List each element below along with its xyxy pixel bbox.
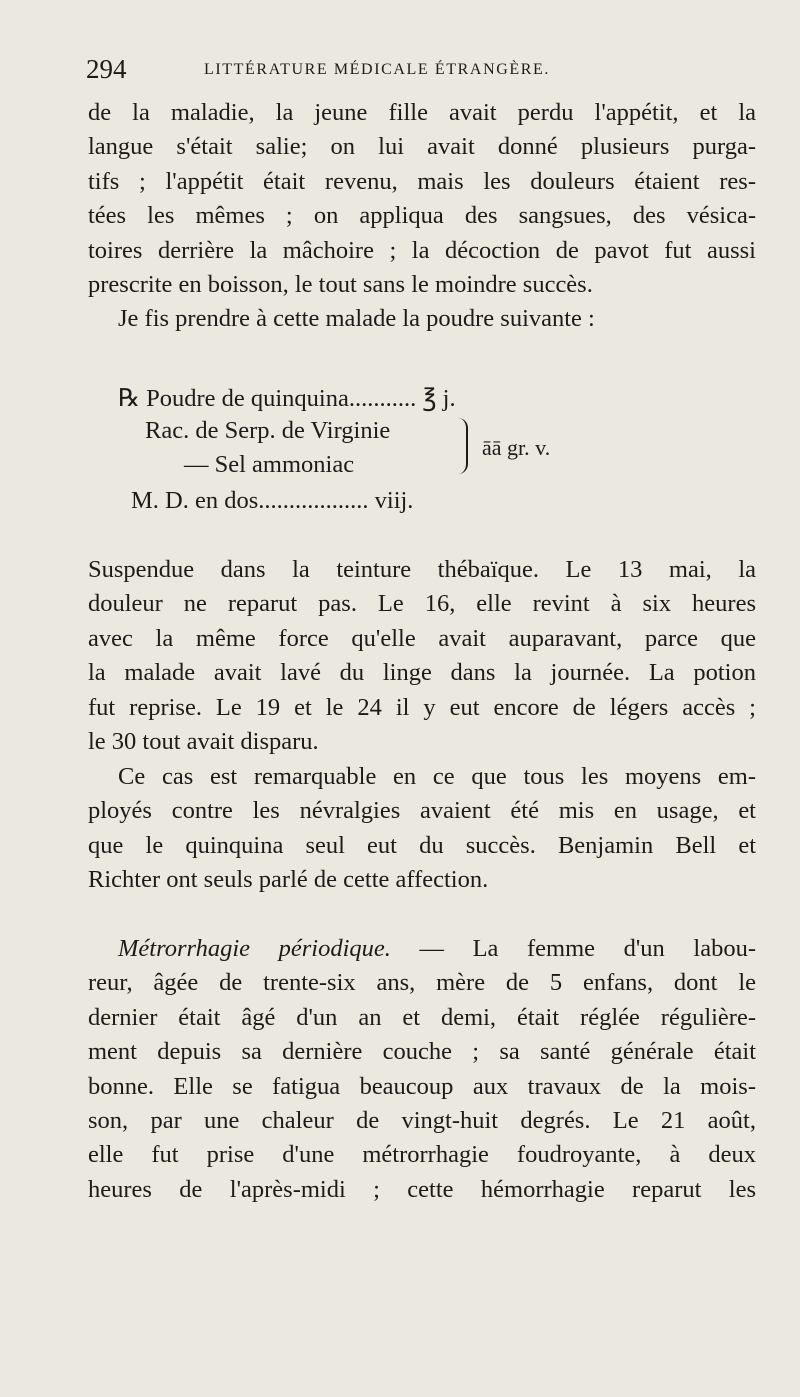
prescription-line: ℞ Poudre de quinquina........... ℥ j.	[118, 385, 456, 412]
text-line: prescrite en boisson, le tout sans le moindre succès.	[88, 270, 593, 298]
text-line: que le quinquina seul eut du succès. Benjamin Bell et	[88, 831, 756, 859]
paragraph-2	[88, 553, 756, 759]
text-line	[88, 932, 756, 966]
text-line: son, par une chaleur de vingt-huit degrés. Le 21 août,	[88, 1106, 756, 1134]
text-line: bonne. Elle se fatigua beaucoup aux travaux de la mois-	[88, 1072, 756, 1100]
text-line: reur, âgée de trente-six ans, mère de 5 enfans, dont le	[88, 969, 756, 997]
text-line: le 30 tout avait disparu.	[88, 727, 319, 755]
text-line: de la maladie, la jeune fille avait perdu l'appétit, et la	[88, 99, 756, 126]
text-line: fut reprise. Le 19 et le 24 il y eut encore de légers accès ;	[88, 693, 756, 721]
text-line: la malade avait lavé du linge dans la journée. La potion	[88, 659, 756, 687]
text-line: avec la même force qu'elle avait auparavant, parce que	[88, 624, 756, 652]
text-line: ployés contre les névralgies avaient été mis en usage, et	[88, 797, 756, 825]
text-line: toires derrière la mâchoire ; la décoction de pavot fut aussi	[88, 236, 756, 264]
prescription-line: — Sel ammoniac	[184, 451, 355, 478]
text-line: Ce cas est remarquable en ce que tous les moyens em-	[118, 763, 756, 790]
text-line: langue s'était salie; on lui avait donné plusieurs purga-	[88, 133, 756, 161]
prescription-line: M. D. en dos.................. viij.	[131, 487, 414, 514]
text-line: ment depuis sa dernière couche ; sa santé générale était	[88, 1038, 756, 1066]
text-line: tées les mêmes ; on appliqua des sangsues, des vésica-	[88, 202, 756, 230]
page-header	[86, 52, 746, 92]
paragraph-3	[88, 760, 756, 898]
prescription-line: Rac. de Serp. de Virginie	[145, 417, 391, 444]
intro-line: Je fis prendre à cette malade la poudre suivante :	[118, 305, 595, 333]
text-line: tifs ; l'appétit était revenu, mais les douleurs étaient res-	[88, 167, 756, 195]
text-line: dernier était âgé d'un an et demi, était réglée régulière-	[88, 1003, 756, 1031]
text-line: douleur ne reparut pas. Le 16, elle revint à six heures	[88, 590, 756, 618]
text-fragment: — La femme d'un labou-	[390, 935, 756, 962]
paragraph-1	[88, 96, 756, 337]
text-line: elle fut prise d'une métrorrhagie foudroyante, à deux	[88, 1141, 756, 1169]
paragraph-4	[88, 932, 756, 1207]
brace	[456, 418, 468, 474]
running-title: LITTÉRATURE MÉDICALE ÉTRANGÈRE.	[204, 61, 551, 78]
text-line: Suspendue dans la teinture thébaïque. Le 13 mai, la	[88, 556, 756, 583]
text-line: Richter ont seuls parlé de cette affection.	[88, 866, 489, 894]
page-number: 294	[86, 54, 127, 84]
text-line: heures de l'après-midi ; cette hémorrhagie reparut les	[88, 1175, 756, 1203]
section-title: Métrorrhagie périodique.	[118, 935, 391, 962]
prescription-dose: āā gr. v.	[482, 435, 551, 460]
